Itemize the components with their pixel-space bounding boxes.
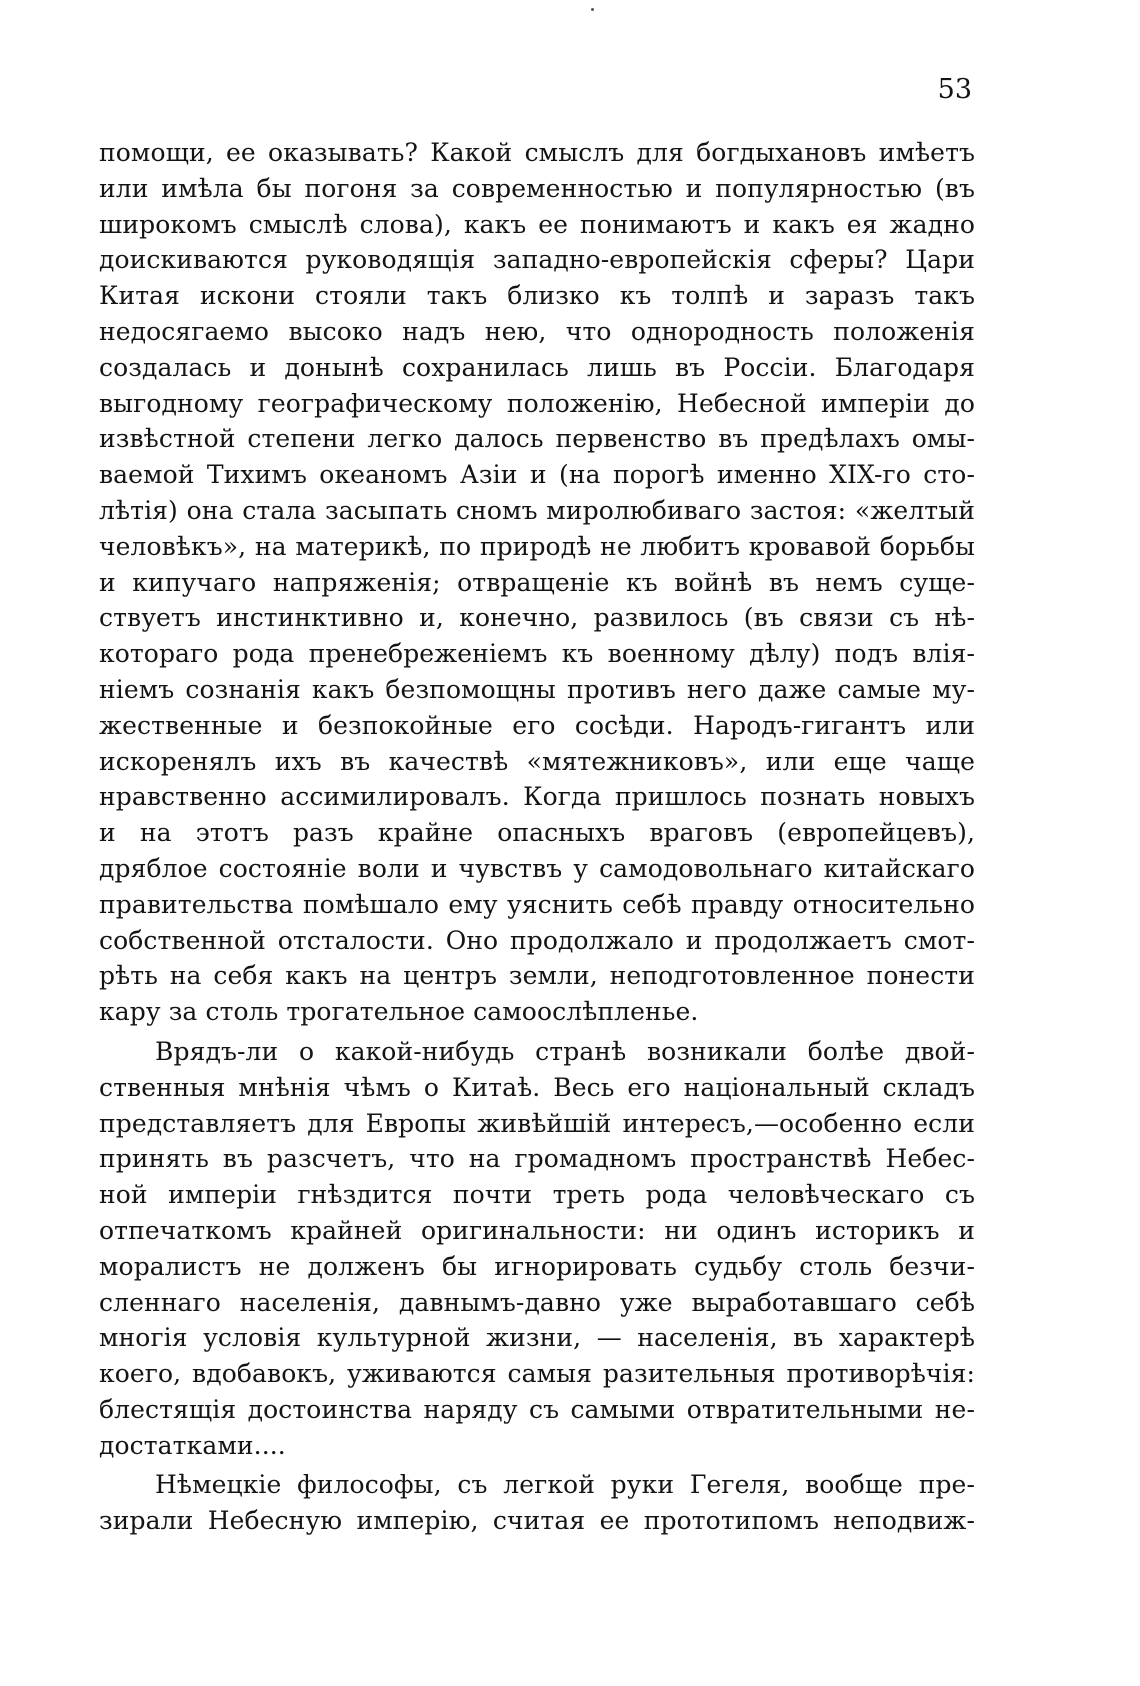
text-line: Китая искони стояли такъ близко къ толпѣ и заразъ такъ [99, 281, 975, 311]
text-line: ваемой Тихимъ океаномъ Азіи и (на порогѣ именно XIX-го сто- [99, 460, 975, 490]
text-line: отпечаткомъ крайней оригинальности: ни одинъ историкъ и [99, 1215, 975, 1245]
text-line: дряблое состояніе воли и чувствъ у самодовольнаго китайскаго [99, 853, 975, 883]
text-line: помощи, ее оказывать? Какой смыслъ для богдыхановъ имѣетъ [99, 138, 975, 167]
text-line: блестящія достоинства наряду съ самыми отвратительными не- [99, 1394, 975, 1424]
text-line: или имѣла бы погоня за современностью и популярностью (въ [99, 173, 975, 203]
text-line: ствуетъ инстинктивно и, конечно, развилось (въ связи съ нѣ- [99, 603, 975, 633]
text-line: собственной отсталости. Оно продолжало и продолжаетъ смот- [99, 925, 975, 955]
text-line: жественные и безпокойные его сосѣди. Народъ-гигантъ или [99, 710, 975, 740]
text-line: доискиваются руководящія западно-европейскія сферы? Цари [99, 245, 975, 275]
text-line: широкомъ смыслѣ слова), какъ ее понимаютъ и какъ ея жадно [99, 209, 975, 239]
text-line: котораго рода пренебреженіемъ къ военному дѣлу) подъ влія- [99, 639, 975, 669]
text-line: кару за столь трогательное самоослѣпленье. [99, 997, 699, 1027]
text-line: извѣстной степени легко далось первенство въ предѣлахъ омы- [99, 424, 975, 454]
text-line: принять въ разсчетъ, что на громадномъ пространствѣ Небес- [99, 1144, 975, 1174]
text-line: ной имперіи гнѣздится почти треть рода человѣческаго съ [99, 1180, 975, 1210]
print-speck [591, 8, 594, 11]
page-body [99, 135, 975, 1539]
paragraph [99, 1034, 975, 1464]
text-line: искоренялъ ихъ въ качествѣ «мятежниковъ», или еще чаще [99, 746, 975, 776]
text-line: правительства помѣшало ему уяснить себѣ правду относительно [99, 889, 975, 919]
text-line: рѣть на себя какъ на центръ земли, неподготовленное понести [99, 961, 975, 991]
text-line: зирали Небесную имперію, считая ее прототипомъ неподвиж- [99, 1506, 975, 1536]
text-line: моралистъ не долженъ бы игнорировать судьбу столь безчи- [99, 1251, 975, 1281]
text-line: достатками.... [99, 1430, 286, 1460]
text-line: лѣтія) она стала засыпать сномъ миролюбиваго застоя: «желтый [99, 495, 975, 525]
paragraphs [99, 135, 975, 1539]
text-line: коего, вдобавокъ, уживаются самыя разительныя противорѣчія: [99, 1359, 975, 1389]
paragraph [99, 135, 975, 1030]
text-line: и на этотъ разъ крайне опасныхъ враговъ (европейцевъ), [99, 818, 975, 848]
text-line: выгодному географическому положенію, Небесной имперіи до [99, 388, 975, 418]
text-line: недосягаемо высоко надъ нею, что однородность положенія [99, 316, 975, 346]
text-line: создалась и донынѣ сохранилась лишь въ Россіи. Благодаря [99, 352, 975, 382]
text-line: и кипучаго напряженія; отвращеніе къ войнѣ въ немъ суще- [99, 567, 975, 597]
text-line: многія условія культурной жизни, — населенія, въ характерѣ [99, 1323, 975, 1353]
paragraph [99, 1467, 975, 1539]
text-line: Нѣмецкіе философы, съ легкой руки Гегеля, вообще пре- [155, 1470, 975, 1500]
text-line: нравственно ассимилировалъ. Когда пришлось познать новыхъ [99, 782, 975, 812]
text-line: ніемъ сознанія какъ безпомощны противъ него даже самые му- [99, 674, 975, 704]
text-line: сленнаго населенія, давнымъ-давно уже выработавшаго себѣ [99, 1287, 975, 1317]
text-line: ственныя мнѣнія чѣмъ о Китаѣ. Весь его національный складъ [99, 1072, 975, 1102]
text-line: человѣкъ», на материкѣ, по природѣ не любитъ кровавой борьбы [99, 531, 975, 561]
text-line: представляетъ для Европы живѣйшій интересъ,—особенно если [99, 1108, 975, 1138]
text-line: Врядъ-ли о какой-нибудь странѣ возникали болѣе двой- [155, 1036, 975, 1066]
page-number: 53 [937, 74, 972, 105]
